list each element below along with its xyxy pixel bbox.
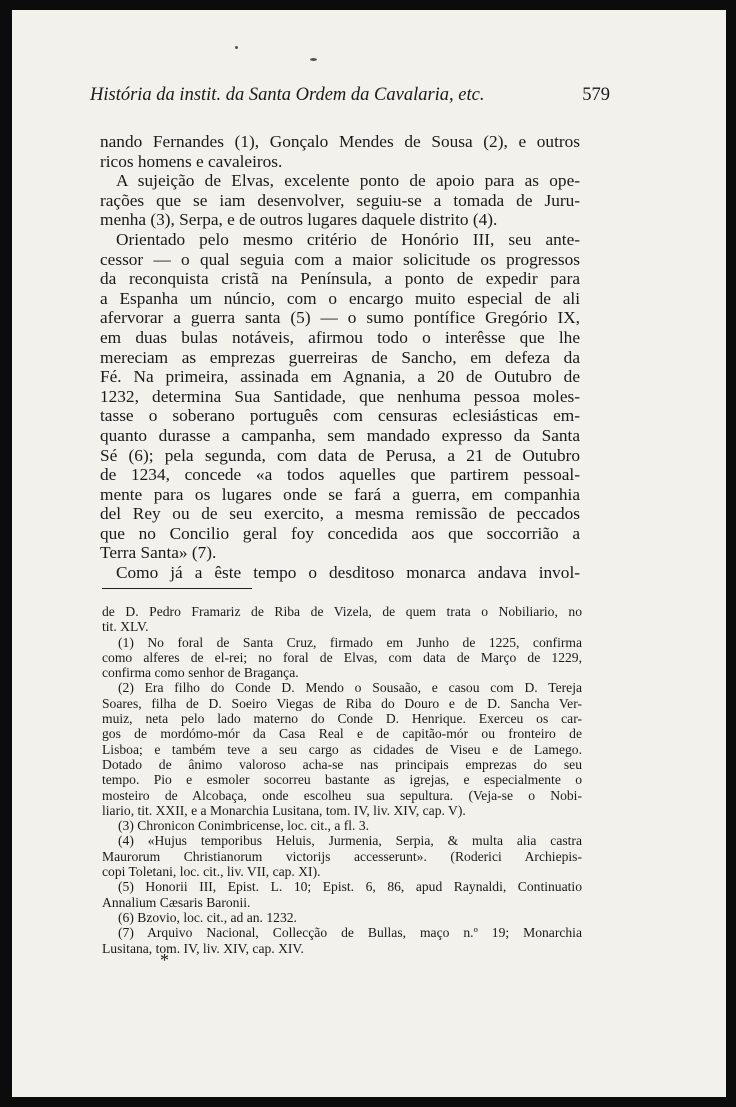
text-line: Orientado pelo mesmo critério de Honório III, seu ante- (116, 229, 580, 249)
text-line: mente para os lugares onde se fará a guerra, em companhia (100, 484, 580, 504)
footnote-line: muiz, neta pelo lado materno do Conde D. Henrique. Exerceu os car- (102, 711, 582, 727)
footnote-line: (4) «Hujus temporibus Heluis, Jurmenia, Serpia, & multa alia castra (118, 833, 582, 849)
running-header (90, 85, 610, 106)
footnote-line: (3) Chronicon Conimbricense, loc. cit., a fl. 3. (118, 818, 370, 834)
footnote-line: (5) Honorii III, Epist. L. 10; Epist. 6, 86, apud Raynaldi, Continuatio (118, 879, 582, 895)
footnote-line: Annalium Cæsaris Baronii. (102, 894, 251, 910)
footnote-line: mosteiro de Alcobaça, onde escolheu sua sepultura. (Veja-se o Nobi- (102, 787, 582, 803)
text-line: rações que se iam desenvolver, seguiu-se a tomada de Juru- (100, 190, 580, 210)
footnote-line: de D. Pedro Framariz de Riba de Vizela, de quem trata o Nobiliario, no (102, 604, 582, 619)
text-line: ricos homens e cavaleiros. (100, 151, 283, 171)
footnote-line: Lisboa; e também teve a seu cargo as cidades de Viseu e de Lamego. (102, 741, 582, 757)
text-line: a Espanha um núncio, com o encargo muito especial de ali (100, 288, 580, 308)
text-line: Fé. Na primeira, assinada em Agnania, a 20 de Outubro de (100, 367, 580, 387)
text-line: Terra Santa» (7). (100, 543, 217, 563)
text-line: que no Concilio geral foy concedida aos que soccorrião a (100, 523, 580, 543)
ink-speck (235, 46, 238, 49)
text-line: mereciam as emprezas guerreiras de Sancho, em defeza da (100, 347, 580, 367)
text-line: afervorar a guerra santa (5) — o sumo pontífice Gregório IX, (100, 308, 580, 328)
footnote-line: copi Toletani, loc. cit., liv. VII, cap. XI). (102, 864, 321, 880)
footnote-line: Dotado de ânimo valoroso acha-se nas principais emprezas do seu (102, 756, 582, 772)
ink-speck (310, 58, 317, 61)
footnote-line: (7) Arquivo Nacional, Collecção de Bullas, maço n.º 19; Monarchia (118, 925, 582, 941)
text-line: tasse o soberano português com censuras eclesiásticas em- (100, 406, 580, 426)
running-title: História da instit. da Santa Ordem da Cavalaria, etc. (90, 85, 485, 105)
footnotes (102, 604, 582, 956)
text-line: cessor — o qual seguia com a maior solicitude os progressos (100, 249, 580, 269)
footnote-separator (102, 588, 252, 589)
text-line: de 1234, concede «a todos aquelles que partirem pessoal- (100, 465, 580, 485)
footnote-line: confirma como senhor de Bragança. (102, 665, 299, 681)
footnote-line: Lusitana, tom. IV, liv. XIV, cap. XIV. (102, 940, 304, 956)
end-ornament: * (160, 950, 169, 970)
footnote-line: (6) Bzovio, loc. cit., ad an. 1232. (118, 909, 297, 925)
text-line: nando Fernandes (1), Gonçalo Mendes de Sousa (2), e outros (100, 132, 580, 151)
text-line: quanto durasse a campanha, sem mandado expresso da Santa (100, 425, 580, 445)
footnote-line: tit. XLV. (102, 619, 149, 635)
page-number: 579 (582, 85, 610, 105)
text-line: 1232, determina Sua Santidade, que nenhuma pessoa moles- (100, 386, 580, 406)
footnote-line: (2) Era filho do Conde D. Mendo o Sousaão, e casou com D. Tereja (118, 680, 582, 696)
footnote-line: gos de mordómo-mór da Casa Real e de capitão-mór ou fronteiro de (102, 726, 582, 742)
text-line: da reconquista cristã na Península, a ponto de expedir para (100, 269, 580, 289)
footnote-line: liario, tit. XXII, e a Monarchia Lusitana, tom. IV, liv. XIV, cap. V). (102, 802, 466, 818)
text-line: em duas bulas notáveis, afirmou todo o interêsse que lhe (100, 327, 580, 347)
footnote-line: Maurorum Christianorum victorijs accesserunt». (Roderici Archiepis- (102, 848, 582, 864)
footnote-line: tempo. Pio e esmoler socorreu bastante as igrejas, e especialmente o (102, 772, 582, 788)
text-line: Sé (6); pela segunda, com data de Perusa, a 21 de Outubro (100, 445, 580, 465)
text-line: A sujeição de Elvas, excelente ponto de apoio para as ope- (116, 171, 580, 191)
footnote-line: Soares, filha de D. Soeiro Viegas de Riba do Douro e de D. Sancha Ver- (102, 695, 582, 711)
main-text (100, 132, 580, 583)
text-line: menha (3), Serpa, e de outros lugares daquele distrito (4). (100, 210, 498, 230)
footnote-line: como alferes de el-rei; no foral de Elvas, com data de Março de 1229, (102, 649, 582, 665)
text-line: del Rey ou de seu exercito, a mesma remissão de peccados (100, 504, 580, 524)
text-line: Como já a êste tempo o desditoso monarca andava invol- (116, 563, 580, 583)
book-page (12, 10, 726, 1097)
footnote-line: (1) No foral de Santa Cruz, firmado em Junho de 1225, confirma (118, 634, 582, 650)
